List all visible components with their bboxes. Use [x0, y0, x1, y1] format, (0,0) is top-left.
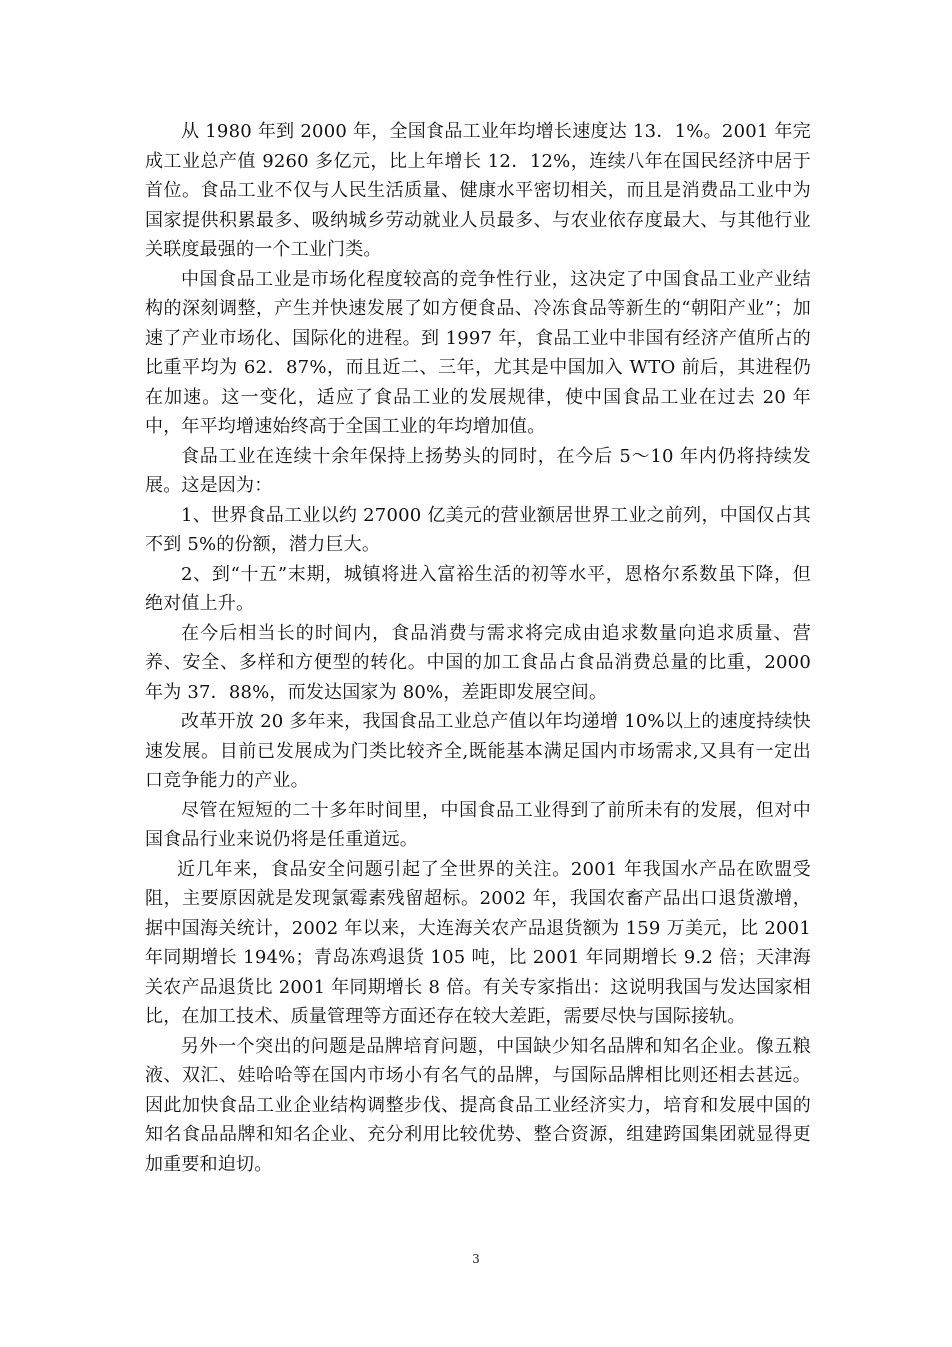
- paragraph-long-road: 尽管在短短的二十多年时间里，中国食品工业得到了前所未有的发展，但对中国食品行业来说仍将是任重道远。: [145, 799, 811, 850]
- paragraph-consumption-transition: 在今后相当长的时间内，食品消费与需求将完成由追求数量向追求质量、营养、安全、多样和方便型的转化。中国的加工食品占食品消费总量的比重，2000 年为 37．88%，而发达国家为 80%，差距即发展空间。: [145, 622, 811, 703]
- page-number: 3: [472, 1252, 480, 1266]
- paragraph-market-competition: 中国食品工业是市场化程度较高的竞争性行业，这决定了中国食品工业产业结构的深刻调整，产生并快速发展了如方便食品、冷冻食品等新生的“朝阳产业”；加速了产业市场化、国际化的进程。到 1997 年，食品工业中非国有经济产值所占的比重平均为 62．87%，而且近二、三年，尤其是中国加入 WTO 前后，其进程仍在加速。这一变化，适应了食品工业的发展规律，使中国食品工业在过去 20 年中，年平均增速始终高于全国工业的年均增加值。: [145, 268, 811, 437]
- document-body: [145, 117, 811, 1179]
- paragraph-future-development: 食品工业在连续十余年保持上扬势头的同时，在今后 5～10 年内仍将持续发展。这是因为：: [145, 445, 811, 496]
- paragraph-reform-opening: 改革开放 20 多年来，我国食品工业总产值以年均递增 10%以上的速度持续快速发展。目前已发展成为门类比较齐全,既能基本满足国内市场需求,又具有一定出口竞争能力的产业。: [145, 711, 811, 791]
- paragraph-food-safety: 近几年来，食品安全问题引起了全世界的关注。2001 年我国水产品在欧盟受阻，主要原因就是发现氯霉素残留超标。2002 年，我国农畜产品出口退货激增，据中国海关统计，2002 年以来，大连海关农产品退货额为 159 万美元，比 2001 年同期增长 194%；青岛冻鸡退货 105 吨，比 2001 年同期增长 9.2 倍；天津海关农产品退货比 2001 年同期增长 8 倍。有关专家指出：这说明我国与发达国家相比，在加工技术、质量管理等方面还存在较大差距，需要尽快与国际接轨。: [145, 858, 811, 1027]
- paragraph-reason-2: 2、到“十五”末期，城镇将进入富裕生活的初等水平，恩格尔系数虽下降，但绝对值上升。: [145, 563, 811, 614]
- paragraph-brand-building: 另外一个突出的问题是品牌培育问题，中国缺少知名品牌和知名企业。像五粮液、双汇、娃哈哈等在国内市场小有名气的品牌，与国际品牌相比则还相去甚远。因此加快食品工业企业结构调整步伐、提高食品工业经济实力，培育和发展中国的知名食品品牌和知名企业、充分利用比较优势、整合资源，组建跨国集团就显得更加重要和迫切。: [145, 1035, 811, 1175]
- paragraph-growth-overview: 从 1980 年到 2000 年，全国食品工业年均增长速度达 13．1%。2001 年完成工业总产值 9260 多亿元，比上年增长 12．12%，连续八年在国民经济中居于首位。食品工业不仅与人民生活质量、健康水平密切相关，而且是消费品工业中为国家提供积累最多、吸纳城乡劳动就业人员最多、与农业依存度最大、与其他行业关联度最强的一个工业门类。: [145, 121, 811, 260]
- paragraph-reason-1: 1、世界食品工业以约 27000 亿美元的营业额居世界工业之前列，中国仅占其不到 5%的份额，潜力巨大。: [145, 504, 811, 555]
